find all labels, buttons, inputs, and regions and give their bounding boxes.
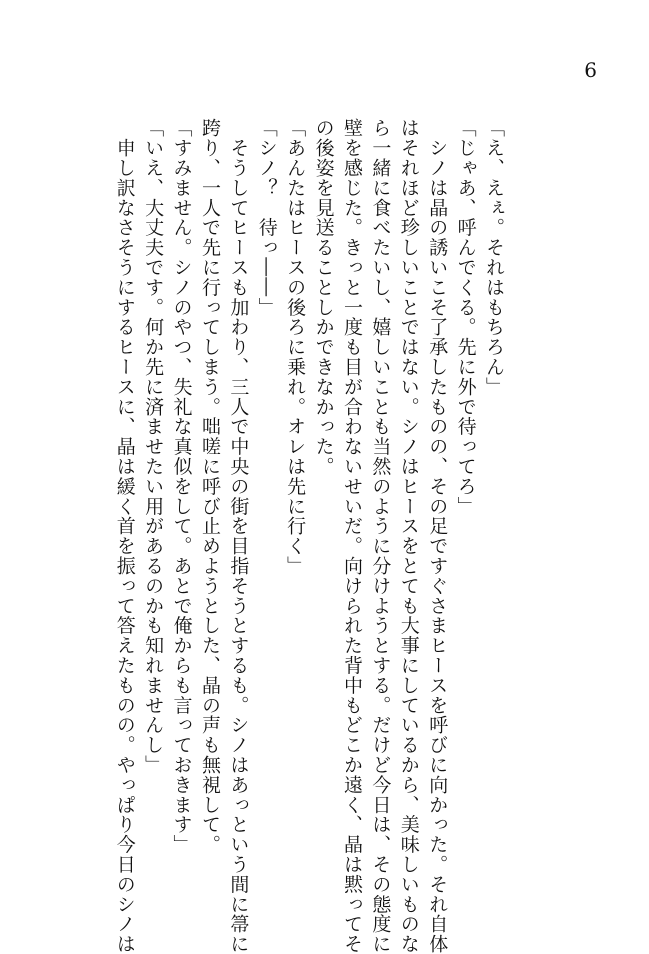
text-line: 申し訳なさそうにするヒースに、晶は緩く首を振って答えたものの。やっぱり今日のシノは [113,118,136,954]
text-line: そうしてヒースも加わり、三人で中央の街を目指そうとするも。シノはあっという間に箒に [227,118,250,954]
page-number: 6 [584,58,597,82]
text-line: 「あんたはヒースの後ろに乗れ。オレは先に行く」 [284,118,307,576]
text-line: ら一緒に食べたいし、嬉しいことも当然のように分けようとする。だけど今日は、その態度に [369,118,392,954]
text-line: 「いえ、大丈夫です。何か先に済ませたい用があるのかも知れませんし」 [142,118,165,775]
text-line: 壁を感じた。きっと一度も目が合わないせいだ。向けられた背中もどこか遠く、晶は黙ってそ [340,118,363,954]
text-line: 「え、えぇ。それはもちろん」 [483,118,505,397]
text-line: 跨り、一人で先に行ってしまう。咄嗟に呼び止めようとした、晶の声も無視して。 [198,118,221,855]
text-line: はそれほど珍しいことではない。シノはヒースをとても大事にしているから、美味しいものな [397,118,420,954]
text-line: 「すみません。シノのやつ、失礼な真似をして。あとで俺からも言っておきます」 [170,118,193,855]
vertical-text-body [113,118,508,954]
text-line: シノは晶の誘いこそ了承したものの、その足ですぐさまヒースを呼びに向かった。それ自体 [426,118,449,954]
text-line: 「じゃあ、呼んでくる。先に外で待ってろ」 [454,118,477,516]
text-line: の後姿を見送ることしかできなかった。 [312,118,335,477]
text-line: 「シノ？ 待っ――」 [255,118,278,317]
